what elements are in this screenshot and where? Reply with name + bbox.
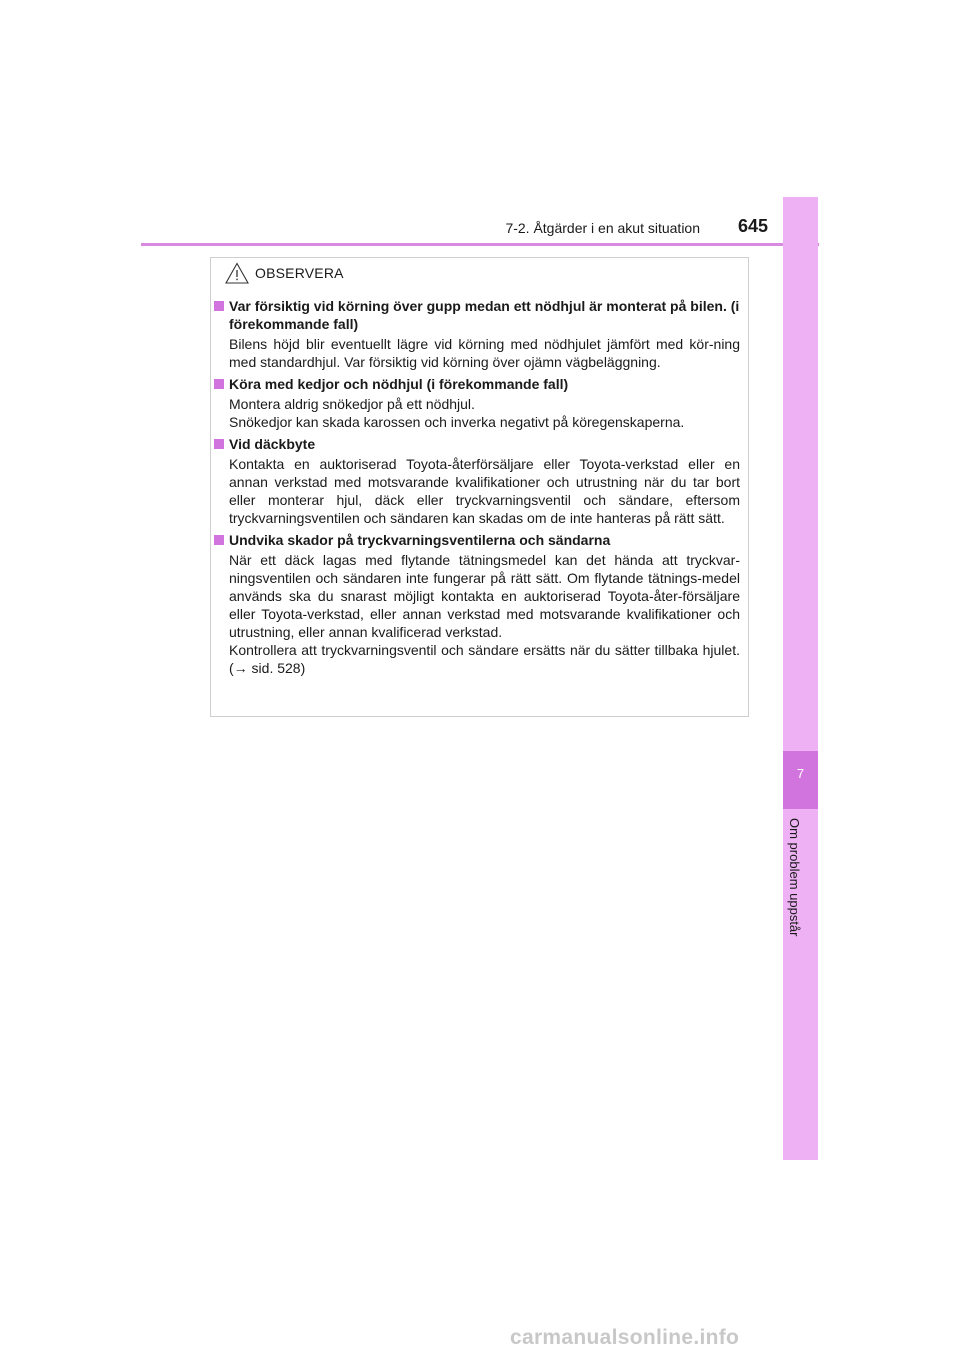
notice-title: OBSERVERA bbox=[255, 265, 344, 281]
side-tab bbox=[783, 197, 818, 1160]
square-bullet-icon bbox=[214, 379, 224, 389]
item-heading: Vid däckbyte bbox=[214, 435, 740, 453]
item-heading: Undvika skador på tryckvarningsventilerna och sändarna bbox=[214, 531, 740, 549]
notice-item bbox=[214, 435, 740, 527]
item-body bbox=[214, 395, 740, 431]
notice-item bbox=[214, 531, 740, 677]
square-bullet-icon bbox=[214, 301, 224, 311]
item-paragraph: När ett däck lagas med flytande tätningsmedel kan det hända att tryckvar-ningsventilen och sändaren inte fungerar på rätt sätt. Om flytande tätnings-medel används ska du snarast möjligt kontakta en auktoriserad Toyota-åter-försäljare eller Toyota-verkstad, eller annan verkstad med motsvarande kvalifikationer och utrustning, eller annan kvalificerad verkstad. bbox=[229, 552, 740, 640]
item-paragraph: Kontrollera att tryckvarningsventil och sändare ersätts när du sätter tillbaka hjulet. (→ sid. 528) bbox=[229, 642, 740, 676]
item-heading: Var försiktig vid körning över gupp medan ett nödhjul är monterat på bilen. (i förekommande fall) bbox=[214, 297, 740, 333]
item-body bbox=[214, 551, 740, 677]
section-title: 7-2. Åtgärder i en akut situation bbox=[505, 220, 700, 236]
square-bullet-icon bbox=[214, 439, 224, 449]
item-heading: Köra med kedjor och nödhjul (i förekommande fall) bbox=[214, 375, 740, 393]
notice-content bbox=[214, 297, 740, 681]
notice-item bbox=[214, 375, 740, 431]
item-paragraph: Montera aldrig snökedjor på ett nödhjul. bbox=[229, 396, 475, 412]
chapter-label: Om problem uppstår bbox=[787, 818, 802, 937]
watermark: carmanualsonline.info bbox=[510, 1326, 740, 1349]
notice-item bbox=[214, 297, 740, 371]
item-paragraph: Kontakta en auktoriserad Toyota-återförsäljare eller Toyota-verkstad eller en annan verkstad med motsvarande kvalifikationer och utrustning när du tar bort eller monterar hjul, däck eller tryckvarningsventil och sändare, eftersom tryckvarningsventilen och sändaren kan skadas om de inte hanteras på rätt sätt. bbox=[229, 456, 740, 526]
item-body bbox=[214, 335, 740, 371]
warning-triangle-icon bbox=[225, 262, 249, 284]
square-bullet-icon bbox=[214, 535, 224, 545]
header-divider bbox=[141, 243, 819, 246]
item-paragraph: Bilens höjd blir eventuellt lägre vid körning med nödhjulet jämfört med kör-ning med standardhjul. Var försiktig vid körning över ojämn vägbeläggning. bbox=[229, 336, 740, 370]
page-number: 645 bbox=[738, 216, 769, 236]
chapter-number: 7 bbox=[796, 766, 805, 781]
notice-header bbox=[225, 260, 344, 286]
item-body bbox=[214, 455, 740, 527]
item-paragraph: Snökedjor kan skada karossen och inverka negativt på köregenskaperna. bbox=[229, 414, 685, 430]
